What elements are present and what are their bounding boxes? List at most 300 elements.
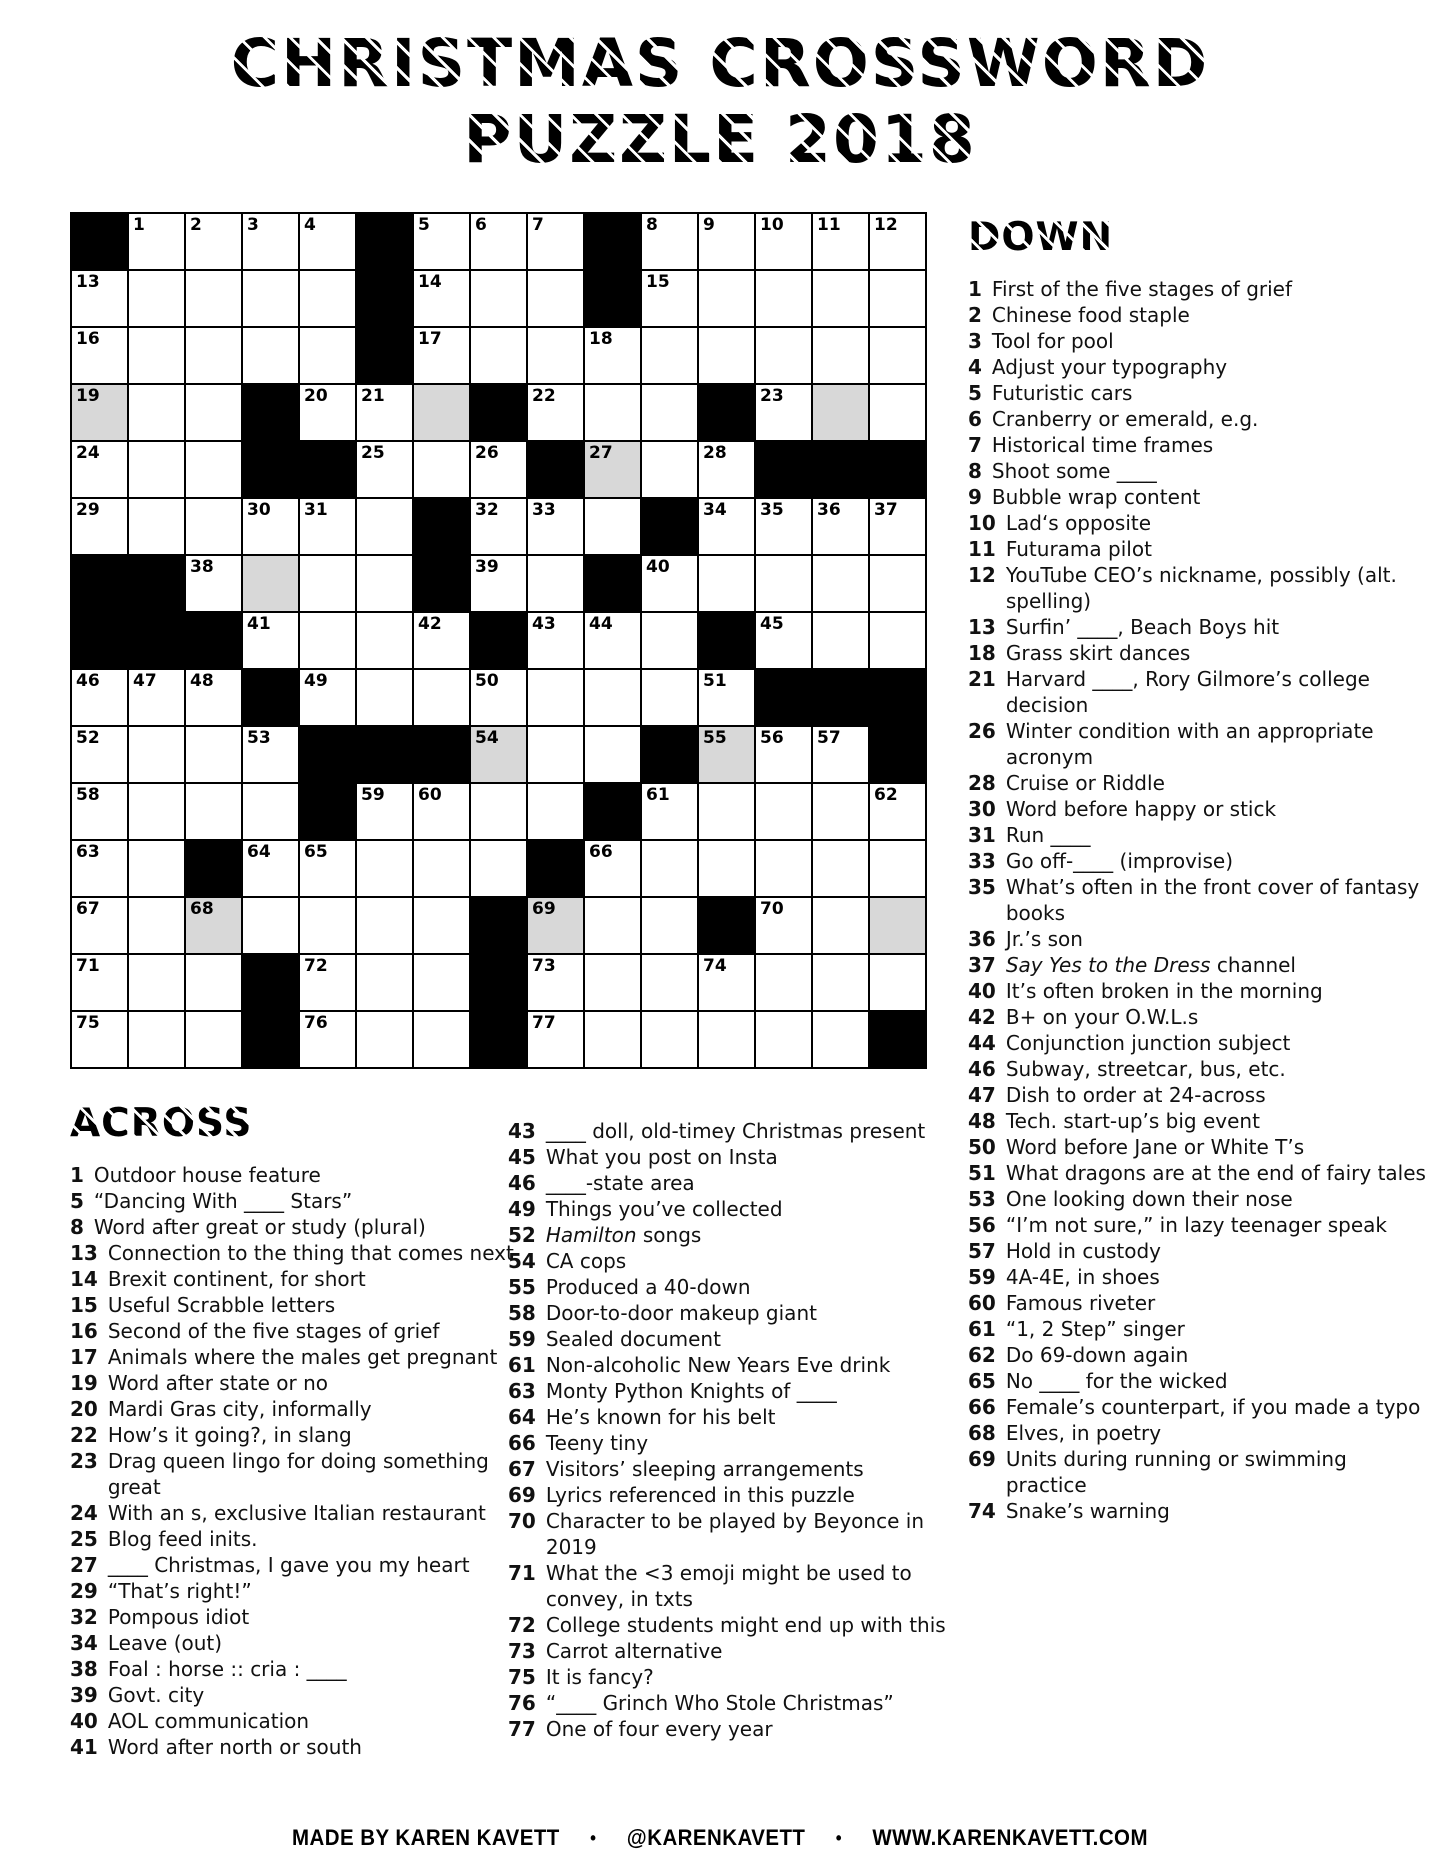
grid-cell-r4c6[interactable] (356, 384, 413, 441)
clue-text: Mardi Gras city, informally (107, 1397, 372, 1421)
clue-number: 29 (70, 1579, 98, 1603)
grid-cell-r9c8[interactable] (470, 669, 527, 726)
clue-text: “That’s right!” (107, 1579, 252, 1603)
grid-cell-r14c6[interactable] (356, 954, 413, 1011)
clue-number: 69 (508, 1483, 536, 1507)
grid-cell-r2c14[interactable] (812, 270, 869, 327)
cell-number: 42 (418, 614, 442, 634)
grid-cell-r1c3[interactable] (185, 213, 242, 270)
grid-cell-r13c2[interactable] (128, 897, 185, 954)
grid-cell-r8c13[interactable] (755, 612, 812, 669)
grid-cell-r7c6[interactable] (356, 555, 413, 612)
grid-cell-r4c11[interactable] (641, 384, 698, 441)
grid-cell-r12c2[interactable] (128, 840, 185, 897)
cell-number: 32 (475, 500, 499, 520)
grid-cell-r12c6[interactable] (356, 840, 413, 897)
grid-cell-r3c10[interactable] (584, 327, 641, 384)
grid-cell-r3c13[interactable] (755, 327, 812, 384)
grid-cell-r7c2 (128, 555, 185, 612)
grid-cell-r13c11[interactable] (641, 897, 698, 954)
grid-cell-r2c9[interactable] (527, 270, 584, 327)
grid-cell-r8c15[interactable] (869, 612, 926, 669)
grid-cell-r6c12[interactable] (698, 498, 755, 555)
grid-cell-r11c7[interactable] (413, 783, 470, 840)
grid-cell-r6c13[interactable] (755, 498, 812, 555)
clue-down-65 (968, 1368, 1434, 1394)
grid-cell-r3c2[interactable] (128, 327, 185, 384)
grid-cell-r6c3[interactable] (185, 498, 242, 555)
grid-cell-r10c12[interactable] (698, 726, 755, 783)
grid-cell-r10c14[interactable] (812, 726, 869, 783)
grid-cell-r1c14[interactable] (812, 213, 869, 270)
cell-number: 52 (76, 728, 100, 748)
grid-cell-r15c7[interactable] (413, 1011, 470, 1068)
clue-number: 2 (968, 303, 982, 327)
clue-text: Carrot alternative (545, 1639, 723, 1663)
clue-number: 24 (70, 1501, 98, 1525)
clue-number: 10 (968, 511, 996, 535)
grid-cell-r11c14[interactable] (812, 783, 869, 840)
grid-cell-r10c1[interactable] (71, 726, 128, 783)
grid-cell-r1c5[interactable] (299, 213, 356, 270)
cell-number: 10 (760, 215, 784, 235)
clue-number: 23 (70, 1449, 98, 1473)
clue-text: ____ doll, old-timey Christmas present (545, 1119, 926, 1143)
clue-text: Word after great or study (plural) (93, 1215, 426, 1239)
grid-cell-r6c9[interactable] (527, 498, 584, 555)
grid-cell-r14c10[interactable] (584, 954, 641, 1011)
grid-cell-r10c2[interactable] (128, 726, 185, 783)
grid-cell-r4c15[interactable] (869, 384, 926, 441)
grid-cell-r7c3[interactable] (185, 555, 242, 612)
clue-number: 52 (508, 1223, 536, 1247)
clue-text: Famous riveter (1005, 1291, 1156, 1315)
grid-cell-r11c1[interactable] (71, 783, 128, 840)
clue-across-49 (508, 1196, 974, 1222)
grid-cell-r15c4 (242, 1011, 299, 1068)
grid-cell-r3c1[interactable] (71, 327, 128, 384)
clue-number: 69 (968, 1447, 996, 1471)
grid-cell-r2c8[interactable] (470, 270, 527, 327)
clue-down-60 (968, 1290, 1434, 1316)
grid-cell-r9c12[interactable] (698, 669, 755, 726)
clue-across-45 (508, 1144, 974, 1170)
grid-cell-r2c5[interactable] (299, 270, 356, 327)
grid-cell-r7c4[interactable] (242, 555, 299, 612)
grid-cell-r8c10[interactable] (584, 612, 641, 669)
grid-cell-r6c10[interactable] (584, 498, 641, 555)
title-line-1: CHRISTMAS CROSSWORD (230, 25, 1210, 102)
clue-across-24 (70, 1500, 536, 1526)
cell-number: 11 (817, 215, 841, 235)
clue-text: Conjunction junction subject (1005, 1031, 1291, 1055)
footer-twitter-handle: @KARENKAVETT (626, 1825, 806, 1851)
grid-cell-r9c11[interactable] (641, 669, 698, 726)
clue-across-69 (508, 1482, 974, 1508)
clue-text: First of the five stages of grief (991, 277, 1293, 301)
clue-across-46 (508, 1170, 974, 1196)
grid-cell-r8c11[interactable] (641, 612, 698, 669)
clue-number: 3 (968, 329, 982, 353)
cell-number: 76 (304, 1013, 328, 1033)
clue-across-27 (70, 1552, 536, 1578)
grid-cell-r9c9[interactable] (527, 669, 584, 726)
clue-down-66 (968, 1394, 1434, 1420)
clue-text: It is fancy? (545, 1665, 654, 1689)
grid-cell-r4c14[interactable] (812, 384, 869, 441)
cell-number: 24 (76, 443, 100, 463)
clue-text: Foal : horse :: cria : ____ (107, 1657, 347, 1681)
grid-cell-r2c1[interactable] (71, 270, 128, 327)
grid-cell-r11c3[interactable] (185, 783, 242, 840)
clue-down-3 (968, 328, 1434, 354)
grid-cell-r15c9[interactable] (527, 1011, 584, 1068)
grid-cell-r2c4[interactable] (242, 270, 299, 327)
grid-cell-r11c11[interactable] (641, 783, 698, 840)
clue-number: 77 (508, 1717, 536, 1741)
grid-cell-r15c1[interactable] (71, 1011, 128, 1068)
grid-cell-r10c4[interactable] (242, 726, 299, 783)
grid-cell-r13c6[interactable] (356, 897, 413, 954)
grid-cell-r11c4[interactable] (242, 783, 299, 840)
clue-number: 38 (70, 1657, 98, 1681)
grid-cell-r6c6[interactable] (356, 498, 413, 555)
grid-cell-r9c7[interactable] (413, 669, 470, 726)
grid-cell-r9c10[interactable] (584, 669, 641, 726)
grid-cell-r1c15[interactable] (869, 213, 926, 270)
clue-number: 1 (968, 277, 982, 301)
grid-cell-r7c9[interactable] (527, 555, 584, 612)
grid-cell-r5c5 (299, 441, 356, 498)
clue-text: “I’m not sure,” in lazy teenager speak (1005, 1213, 1387, 1237)
grid-cell-r9c1[interactable] (71, 669, 128, 726)
grid-cell-r13c1[interactable] (71, 897, 128, 954)
clue-number: 13 (70, 1241, 98, 1265)
grid-cell-r3c3[interactable] (185, 327, 242, 384)
grid-cell-r12c10[interactable] (584, 840, 641, 897)
grid-cell-r6c14[interactable] (812, 498, 869, 555)
clue-down-12 (968, 562, 1434, 614)
clue-text: Blog feed inits. (107, 1527, 258, 1551)
grid-cell-r12c5[interactable] (299, 840, 356, 897)
grid-cell-r10c13[interactable] (755, 726, 812, 783)
grid-cell-r9c15 (869, 669, 926, 726)
grid-cell-r3c9[interactable] (527, 327, 584, 384)
cell-number: 55 (703, 728, 727, 748)
grid-cell-r7c12[interactable] (698, 555, 755, 612)
clue-text: Connection to the thing that comes next (107, 1241, 514, 1265)
grid-cell-r3c11[interactable] (641, 327, 698, 384)
grid-cell-r14c14[interactable] (812, 954, 869, 1011)
grid-cell-r2c7[interactable] (413, 270, 470, 327)
grid-cell-r4c1[interactable] (71, 384, 128, 441)
grid-cell-r5c1[interactable] (71, 441, 128, 498)
grid-cell-r15c14[interactable] (812, 1011, 869, 1068)
grid-cell-r15c3[interactable] (185, 1011, 242, 1068)
cell-number: 38 (190, 557, 214, 577)
grid-cell-r14c5[interactable] (299, 954, 356, 1011)
grid-cell-r14c15[interactable] (869, 954, 926, 1011)
grid-cell-r5c7[interactable] (413, 441, 470, 498)
clue-text: ____-state area (545, 1171, 695, 1195)
cell-number: 44 (589, 614, 613, 634)
grid-cell-r7c15[interactable] (869, 555, 926, 612)
clue-text: Subway, streetcar, bus, etc. (1005, 1057, 1286, 1081)
grid-cell-r11c12[interactable] (698, 783, 755, 840)
cell-number: 53 (247, 728, 271, 748)
clue-text: Tool for pool (991, 329, 1114, 353)
grid-cell-r14c9[interactable] (527, 954, 584, 1011)
grid-cell-r8c6[interactable] (356, 612, 413, 669)
clue-text: Shoot some ____ (991, 459, 1157, 483)
grid-cell-r12c8[interactable] (470, 840, 527, 897)
grid-cell-r4c5[interactable] (299, 384, 356, 441)
grid-cell-r1c12[interactable] (698, 213, 755, 270)
clue-across-5 (70, 1188, 536, 1214)
clue-number: 63 (508, 1379, 536, 1403)
clue-text: Character to be played by Beyonce in 2019 (545, 1509, 924, 1559)
grid-cell-r6c15[interactable] (869, 498, 926, 555)
clue-number: 59 (508, 1327, 536, 1351)
grid-cell-r2c13[interactable] (755, 270, 812, 327)
grid-cell-r11c6[interactable] (356, 783, 413, 840)
cell-number: 7 (532, 215, 544, 235)
clue-down-74 (968, 1498, 1434, 1524)
grid-cell-r14c1[interactable] (71, 954, 128, 1011)
grid-cell-r4c3[interactable] (185, 384, 242, 441)
grid-cell-r7c8[interactable] (470, 555, 527, 612)
grid-cell-r11c13[interactable] (755, 783, 812, 840)
grid-cell-r7c14[interactable] (812, 555, 869, 612)
grid-cell-r1c13[interactable] (755, 213, 812, 270)
grid-cell-r5c3[interactable] (185, 441, 242, 498)
clue-down-40 (968, 978, 1434, 1004)
cell-number: 17 (418, 329, 442, 349)
grid-cell-r6c2[interactable] (128, 498, 185, 555)
grid-cell-r5c11[interactable] (641, 441, 698, 498)
grid-cell-r15c10[interactable] (584, 1011, 641, 1068)
cell-number: 74 (703, 956, 727, 976)
clue-text: Futurama pilot (1005, 537, 1152, 561)
grid-cell-r15c13[interactable] (755, 1011, 812, 1068)
grid-cell-r2c2[interactable] (128, 270, 185, 327)
clue-number: 15 (70, 1293, 98, 1317)
grid-cell-r13c3[interactable] (185, 897, 242, 954)
grid-cell-r14c11[interactable] (641, 954, 698, 1011)
grid-cell-r12c15[interactable] (869, 840, 926, 897)
grid-cell-r12c11[interactable] (641, 840, 698, 897)
clue-number: 54 (508, 1249, 536, 1273)
clue-text: One looking down their nose (1005, 1187, 1293, 1211)
grid-cell-r8c7[interactable] (413, 612, 470, 669)
clue-down-50 (968, 1134, 1434, 1160)
grid-cell-r2c12[interactable] (698, 270, 755, 327)
grid-cell-r3c4[interactable] (242, 327, 299, 384)
grid-cell-r7c13[interactable] (755, 555, 812, 612)
grid-cell-r12c14[interactable] (812, 840, 869, 897)
clue-across-76 (508, 1690, 974, 1716)
grid-cell-r13c7[interactable] (413, 897, 470, 954)
grid-cell-r13c9[interactable] (527, 897, 584, 954)
clue-number: 76 (508, 1691, 536, 1715)
cell-number: 14 (418, 272, 442, 292)
grid-cell-r11c8[interactable] (470, 783, 527, 840)
clue-text: Surfin’ ____, Beach Boys hit (1005, 615, 1280, 639)
grid-cell-r14c12[interactable] (698, 954, 755, 1011)
clue-text: ____ Christmas, I gave you my heart (107, 1553, 470, 1577)
clue-across-66 (508, 1430, 974, 1456)
grid-cell-r10c8[interactable] (470, 726, 527, 783)
grid-cell-r14c7[interactable] (413, 954, 470, 1011)
grid-cell-r10c10[interactable] (584, 726, 641, 783)
grid-cell-r12c1[interactable] (71, 840, 128, 897)
grid-cell-r1c7[interactable] (413, 213, 470, 270)
grid-cell-r2c15[interactable] (869, 270, 926, 327)
grid-cell-r11c2[interactable] (128, 783, 185, 840)
grid-cell-r3c15[interactable] (869, 327, 926, 384)
clue-across-71 (508, 1560, 974, 1612)
cell-number: 51 (703, 671, 727, 691)
cell-number: 25 (361, 443, 385, 463)
grid-cell-r12c12[interactable] (698, 840, 755, 897)
grid-cell-r9c2[interactable] (128, 669, 185, 726)
grid-cell-r12c4[interactable] (242, 840, 299, 897)
grid-cell-r13c4[interactable] (242, 897, 299, 954)
grid-cell-r9c3[interactable] (185, 669, 242, 726)
grid-cell-r4c13[interactable] (755, 384, 812, 441)
grid-cell-r5c10[interactable] (584, 441, 641, 498)
grid-cell-r8c14[interactable] (812, 612, 869, 669)
grid-cell-r13c14[interactable] (812, 897, 869, 954)
grid-cell-r7c11[interactable] (641, 555, 698, 612)
grid-cell-r10c15 (869, 726, 926, 783)
grid-cell-r2c3[interactable] (185, 270, 242, 327)
footer-byline: MADE BY KAREN KAVETT (292, 1825, 560, 1851)
cell-number: 15 (646, 272, 670, 292)
grid-cell-r3c12[interactable] (698, 327, 755, 384)
grid-cell-r15c6[interactable] (356, 1011, 413, 1068)
clue-text: Animals where the males get pregnant (107, 1345, 498, 1369)
title-line-2: PUZZLE 2018 (463, 101, 977, 178)
clue-down-10 (968, 510, 1434, 536)
grid-cell-r5c2[interactable] (128, 441, 185, 498)
grid-cell-r5c8[interactable] (470, 441, 527, 498)
grid-cell-r8c9[interactable] (527, 612, 584, 669)
clue-number: 28 (968, 771, 996, 795)
grid-cell-r9c6[interactable] (356, 669, 413, 726)
grid-cell-r2c11[interactable] (641, 270, 698, 327)
grid-cell-r13c10[interactable] (584, 897, 641, 954)
grid-cell-r4c2[interactable] (128, 384, 185, 441)
grid-cell-r5c14 (812, 441, 869, 498)
grid-cell-r11c15[interactable] (869, 783, 926, 840)
grid-cell-r15c12[interactable] (698, 1011, 755, 1068)
grid-cell-r15c5[interactable] (299, 1011, 356, 1068)
clue-number: 46 (508, 1171, 536, 1195)
grid-cell-r5c12[interactable] (698, 441, 755, 498)
grid-cell-r11c10 (584, 783, 641, 840)
grid-cell-r4c9[interactable] (527, 384, 584, 441)
clue-down-47 (968, 1082, 1434, 1108)
page-title (0, 26, 1440, 178)
grid-cell-r14c3[interactable] (185, 954, 242, 1011)
clue-text: Futuristic cars (991, 381, 1133, 405)
clue-down-33 (968, 848, 1434, 874)
grid-cell-r10c9[interactable] (527, 726, 584, 783)
grid-cell-r10c3[interactable] (185, 726, 242, 783)
clue-text: Door-to-door makeup giant (545, 1301, 817, 1325)
clue-text: Drag queen lingo for doing something great (107, 1449, 489, 1499)
grid-cell-r1c2[interactable] (128, 213, 185, 270)
clue-text: Cranberry or emerald, e.g. (991, 407, 1259, 431)
grid-cell-r8c12 (698, 612, 755, 669)
grid-cell-r3c5[interactable] (299, 327, 356, 384)
grid-cell-r8c1 (71, 612, 128, 669)
grid-cell-r10c7 (413, 726, 470, 783)
grid-cell-r1c11[interactable] (641, 213, 698, 270)
grid-cell-r1c9[interactable] (527, 213, 584, 270)
grid-cell-r1c4[interactable] (242, 213, 299, 270)
grid-cell-r14c2[interactable] (128, 954, 185, 1011)
grid-cell-r6c5[interactable] (299, 498, 356, 555)
clue-across-23 (70, 1448, 536, 1500)
clue-across-63 (508, 1378, 974, 1404)
clue-across-8 (70, 1214, 536, 1240)
grid-cell-r12c7[interactable] (413, 840, 470, 897)
grid-cell-r15c2[interactable] (128, 1011, 185, 1068)
grid-cell-r13c15[interactable] (869, 897, 926, 954)
cell-number: 34 (703, 500, 727, 520)
clue-number: 14 (70, 1267, 98, 1291)
grid-cell-r9c5[interactable] (299, 669, 356, 726)
grid-cell-r3c7[interactable] (413, 327, 470, 384)
clue-text: Leave (out) (107, 1631, 223, 1655)
grid-cell-r4c10[interactable] (584, 384, 641, 441)
clue-down-37 (968, 952, 1434, 978)
grid-cell-r11c9[interactable] (527, 783, 584, 840)
grid-cell-r3c14[interactable] (812, 327, 869, 384)
clue-number: 7 (968, 433, 982, 457)
grid-cell-r15c11[interactable] (641, 1011, 698, 1068)
grid-cell-r13c13[interactable] (755, 897, 812, 954)
footer-website: WWW.KARENKAVETT.COM (872, 1825, 1148, 1851)
clue-number: 43 (508, 1119, 536, 1143)
grid-cell-r14c13[interactable] (755, 954, 812, 1011)
clue-across-54 (508, 1248, 974, 1274)
cell-number: 31 (304, 500, 328, 520)
grid-cell-r6c8[interactable] (470, 498, 527, 555)
grid-cell-r8c5[interactable] (299, 612, 356, 669)
clue-number: 37 (968, 953, 996, 977)
grid-cell-r6c1[interactable] (71, 498, 128, 555)
clue-number: 9 (968, 485, 982, 509)
clue-across-15 (70, 1292, 536, 1318)
grid-cell-r10c11 (641, 726, 698, 783)
clue-down-13 (968, 614, 1434, 640)
grid-cell-r7c5[interactable] (299, 555, 356, 612)
grid-cell-r6c4[interactable] (242, 498, 299, 555)
grid-cell-r5c13 (755, 441, 812, 498)
grid-cell-r5c6[interactable] (356, 441, 413, 498)
clue-number: 34 (70, 1631, 98, 1655)
grid-cell-r13c5[interactable] (299, 897, 356, 954)
grid-cell-r8c4[interactable] (242, 612, 299, 669)
grid-cell-r12c13[interactable] (755, 840, 812, 897)
grid-cell-r3c8[interactable] (470, 327, 527, 384)
grid-cell-r1c8[interactable] (470, 213, 527, 270)
grid-cell-r4c7[interactable] (413, 384, 470, 441)
grid-cell-r1c6 (356, 213, 413, 270)
